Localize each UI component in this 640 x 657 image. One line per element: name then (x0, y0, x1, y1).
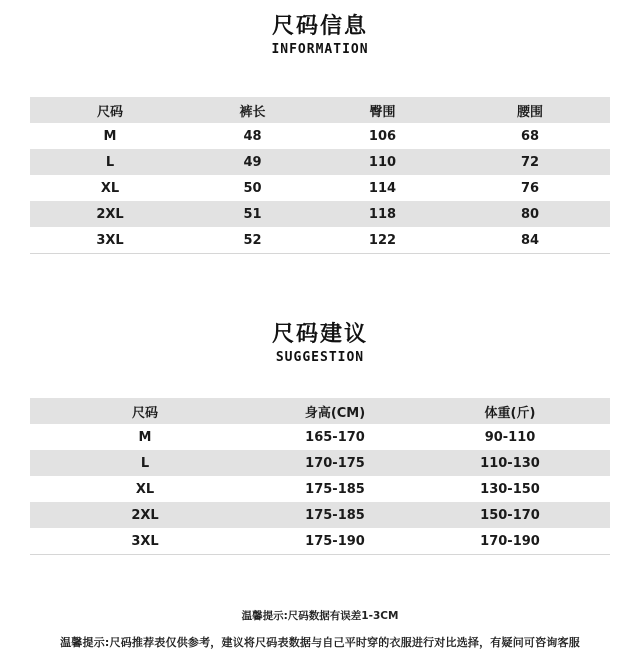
table-cell: 170-175 (260, 450, 410, 476)
suggestion-title: 尺码建议 (271, 322, 368, 347)
table-cell: 175-185 (260, 502, 410, 528)
table-row (30, 424, 610, 450)
table-cell: 110-130 (410, 450, 610, 476)
header-height: 身高(CM) (260, 398, 410, 424)
information-subtitle: INFORMATION (271, 42, 369, 57)
suggestion-heading (0, 322, 640, 366)
information-heading (0, 14, 640, 58)
table-row (30, 528, 610, 555)
table-cell: M (138, 429, 152, 445)
table-cell: XL (100, 180, 120, 196)
table-cell: 52 (190, 227, 315, 254)
information-title: 尺码信息 (271, 14, 368, 39)
header-waist: 腰围 (450, 97, 610, 123)
table-row (30, 201, 610, 227)
table-cell: 175-190 (260, 528, 410, 555)
table-cell: 118 (315, 201, 450, 227)
table-cell: 50 (243, 180, 262, 196)
table-cell: 170-190 (410, 528, 610, 555)
table-cell: 3XL (30, 227, 190, 254)
table-row (30, 450, 610, 476)
table-row (30, 227, 610, 254)
table-cell: 80 (450, 201, 610, 227)
size-information-table (30, 97, 610, 254)
table-cell: 130-150 (480, 481, 540, 497)
table-row (30, 476, 610, 502)
table-row (30, 123, 610, 149)
table-cell: 150-170 (410, 502, 610, 528)
size-suggestion-table (30, 398, 610, 555)
table-cell: L (30, 450, 260, 476)
table-cell: 3XL (30, 528, 260, 555)
table-row (30, 502, 610, 528)
table-cell: 110 (315, 149, 450, 175)
suggestion-subtitle: SUGGESTION (275, 350, 365, 365)
header-size: 尺码 (30, 97, 190, 123)
table-cell: 68 (520, 128, 540, 144)
table-header-row (30, 398, 610, 424)
table-row (30, 175, 610, 201)
table-cell: 76 (520, 180, 540, 196)
table-cell: 72 (450, 149, 610, 175)
header-weight: 体重(斤) (410, 398, 610, 424)
table-cell: 122 (315, 227, 450, 254)
table-cell: 2XL (30, 201, 190, 227)
table-header-row (30, 97, 610, 123)
table-cell: 90-110 (484, 429, 536, 445)
table-cell: XL (135, 481, 155, 497)
table-cell: 2XL (30, 502, 260, 528)
table-cell: 114 (368, 180, 397, 196)
table-cell: 175-185 (305, 481, 365, 497)
tip-measurement-error: 温馨提示:尺码数据有误差1-3CM (241, 610, 399, 622)
table-cell: 106 (368, 128, 397, 144)
table-row (30, 149, 610, 175)
table-cell: M (103, 128, 117, 144)
table-cell: 51 (190, 201, 315, 227)
tip-size-reference: 温馨提示:尺码推荐表仅供参考，建议将尺码表数据与自己平时穿的衣服进行对比选择，有疑问可咨询客服 (60, 636, 580, 649)
header-pant-length: 裤长 (190, 97, 315, 123)
header-hip: 臀围 (315, 97, 450, 123)
table-cell: 165-170 (305, 429, 365, 445)
table-cell: 49 (190, 149, 315, 175)
table-cell: L (30, 149, 190, 175)
header-size: 尺码 (30, 398, 260, 424)
table-cell: 48 (243, 128, 262, 144)
table-cell: 84 (450, 227, 610, 254)
